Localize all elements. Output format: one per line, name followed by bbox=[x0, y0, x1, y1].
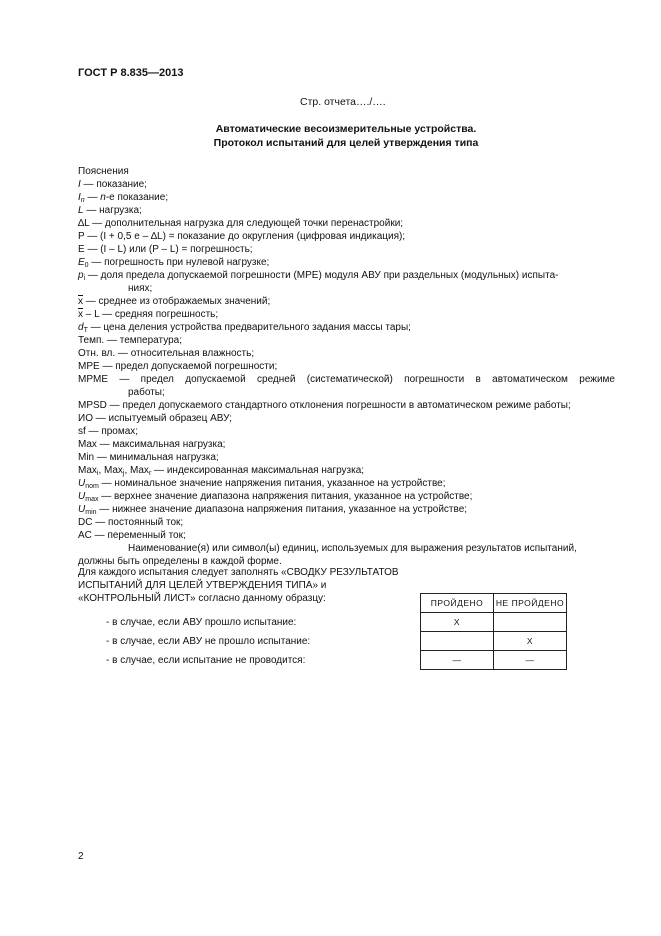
legend-item-sf: sf — промах; bbox=[78, 426, 139, 437]
instruction-line-1: Для каждого испытания следует заполнять «СВОДКУ РЕЗУЛЬТАТОВ bbox=[78, 567, 399, 578]
table-cell: — bbox=[421, 651, 494, 670]
legend-item-io: ИО — испытуемый образец АВУ; bbox=[78, 413, 233, 424]
legend-item-dl: ∆L — дополнительная нагрузка для следующей точки перенастройки; bbox=[78, 218, 404, 229]
table-cell: X bbox=[494, 632, 567, 651]
legend-item-in: $I_n$ — n-е показание; bbox=[78, 192, 169, 204]
legend-item-humidity: Отн. вл. — относительная влажность; bbox=[78, 348, 255, 359]
legend-item-pi-continued: ниях; bbox=[128, 283, 153, 294]
report-page-reference: Стр. отчета…./…. bbox=[300, 96, 386, 108]
legend-item-xbar: $\overline{x}$ — среднее из отображаемых значений; bbox=[78, 296, 271, 307]
case-passed: - в случае, если АВУ прошло испытание: bbox=[106, 617, 297, 628]
case-not-conducted: - в случае, если испытание не проводится: bbox=[106, 655, 306, 666]
legend-item-l: L — нагрузка; bbox=[78, 205, 142, 216]
legend-item-e: E — (I – L) или (P – L) = погрешность; bbox=[78, 244, 253, 255]
legend-item-xbar-l: $\overline{x}$ – L — средняя погрешность; bbox=[78, 309, 219, 320]
legend-item-unom: $U_{nom}$ — номинальное значение напряжения питания, указанное на устройстве; bbox=[78, 478, 446, 490]
instruction-line-2: ИСПЫТАНИЙ ДЛЯ ЦЕЛЕЙ УТВЕРЖДЕНИЯ ТИПА» и bbox=[78, 580, 327, 591]
standard-number: ГОСТ Р 8.835—2013 bbox=[78, 67, 184, 79]
table-header-row bbox=[421, 594, 567, 613]
legend-heading: Пояснения bbox=[78, 166, 129, 177]
legend-item-mpme-continued: работы; bbox=[128, 387, 165, 398]
legend-item-mpme: MPME — предел допускаемой средней (систематической) погрешности в автоматическом режиме bbox=[78, 374, 615, 385]
instruction-line-3: «КОНТРОЛЬНЫЙ ЛИСТ» согласно данному образцу: bbox=[78, 593, 326, 604]
table-row bbox=[421, 632, 567, 651]
legend-item-dt: $d_T$ — цена деления устройства предварительного задания массы тары; bbox=[78, 322, 411, 334]
legend-item-mpsd: MPSD — предел допускаемого стандартного отклонения погрешности в автоматическом режиме работы; bbox=[78, 400, 571, 411]
header-passed: ПРОЙДЕНО bbox=[421, 594, 494, 613]
legend-block bbox=[78, 165, 615, 568]
legend-item-max: Max — максимальная нагрузка; bbox=[78, 439, 226, 450]
table-row bbox=[421, 651, 567, 670]
table-row bbox=[421, 613, 567, 632]
legend-item-pi: $p_i$ — доля предела допускаемой погрешности (MPE) модуля АВУ при раздельных (модульных) испыта- bbox=[78, 270, 559, 282]
checklist-table bbox=[420, 593, 567, 670]
legend-item-p: P — (I + 0,5 e – ∆L) = показание до округления (цифровая индикация); bbox=[78, 231, 406, 242]
legend-item-e0: $E_0$ — погрешность при нулевой нагрузке; bbox=[78, 257, 270, 269]
units-note: Наименование(я) или символ(ы) единиц, используемых для выражения результатов испытаний, должны быть определены в каждой форме. bbox=[78, 543, 577, 567]
legend-item-ac: AC — переменный ток; bbox=[78, 530, 186, 541]
title-line-1: Автоматические весоизмерительные устройства. bbox=[215, 123, 477, 135]
case-failed: - в случае, если АВУ не прошло испытание: bbox=[106, 636, 311, 647]
legend-item-min: Min — минимальная нагрузка; bbox=[78, 452, 219, 463]
legend-item-max-indexed: Max$_i$, Max$_j$, Max$_r$ — индексированная максимальная нагрузка; bbox=[78, 465, 365, 477]
instruction-block bbox=[78, 566, 408, 605]
title-line-2: Протокол испытаний для целей утверждения типа bbox=[213, 137, 479, 149]
legend-item-i: I — показание; bbox=[78, 179, 147, 190]
legend-item-umax: $U_{max}$ — верхнее значение диапазона напряжения питания, указанное на устройстве; bbox=[78, 491, 473, 503]
table-cell: — bbox=[494, 651, 567, 670]
legend-item-umin: $U_{min}$ — нижнее значение диапазона напряжения питания, указанное на устройстве; bbox=[78, 504, 468, 516]
legend-item-temp: Темп. — температура; bbox=[78, 335, 182, 346]
legend-item-dc: DC — постоянный ток; bbox=[78, 517, 184, 528]
header-not-passed: НЕ ПРОЙДЕНО bbox=[494, 594, 567, 613]
table-cell: X bbox=[421, 613, 494, 632]
page-number: 2 bbox=[78, 851, 84, 862]
table-cell bbox=[494, 613, 567, 632]
table-cell bbox=[421, 632, 494, 651]
legend-item-mpe: MPE — предел допускаемой погрешности; bbox=[78, 361, 278, 372]
